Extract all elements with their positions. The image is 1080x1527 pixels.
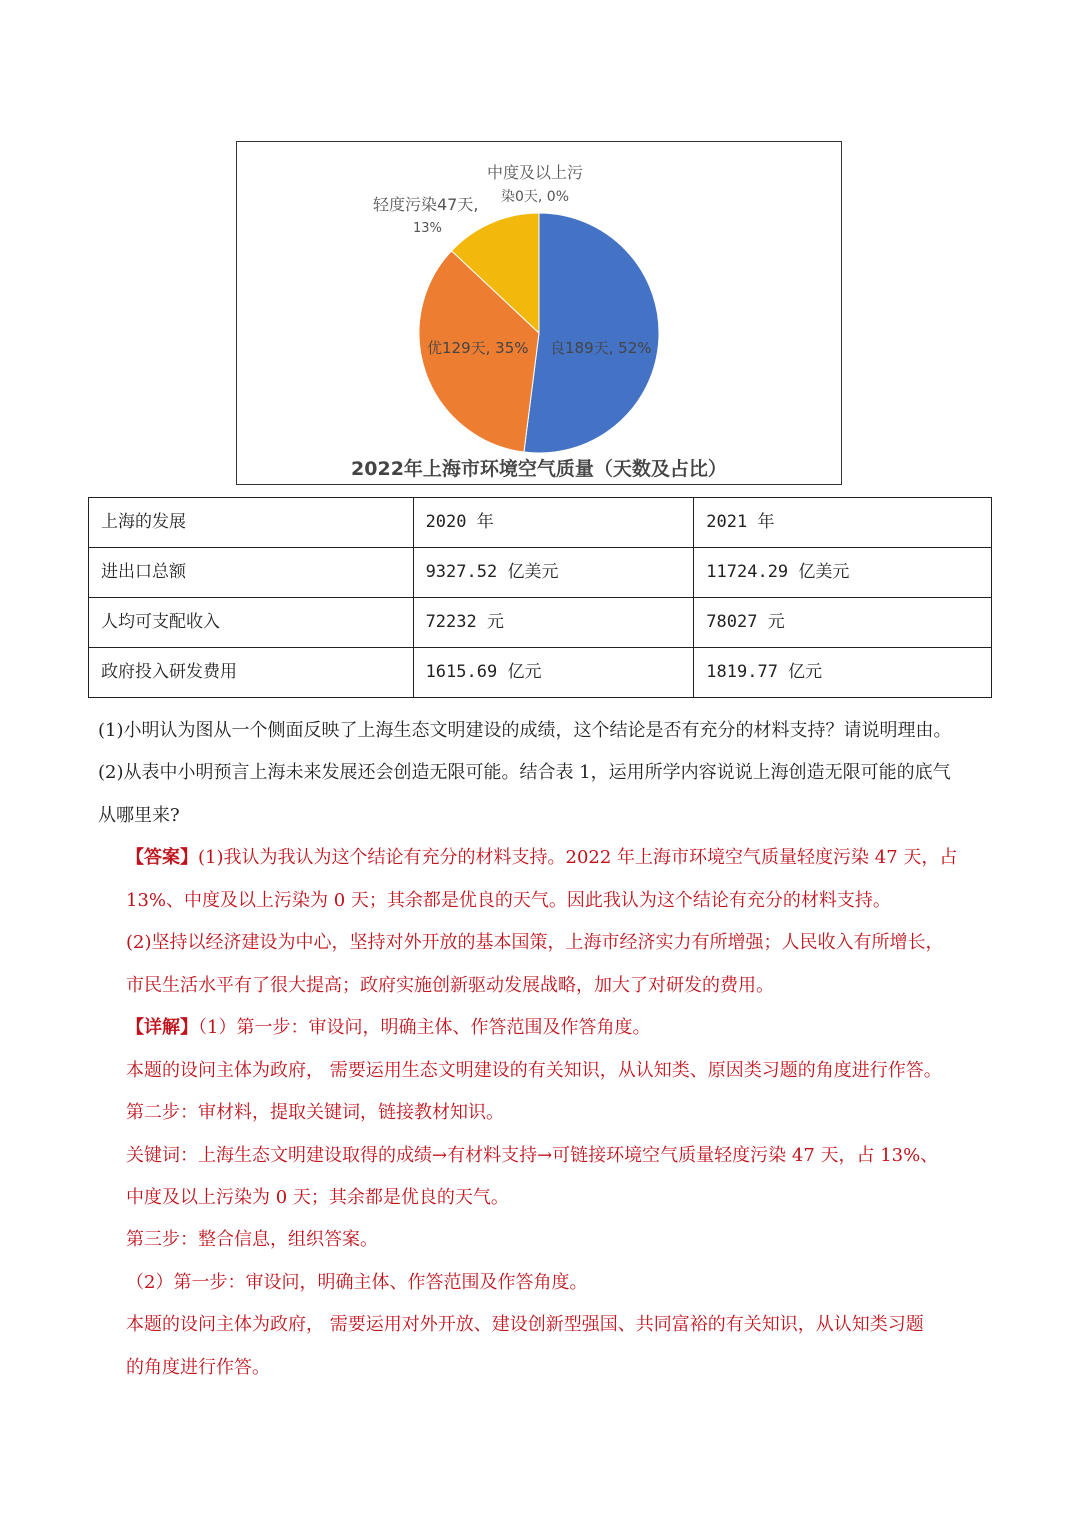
explanation-line-1: [126, 1013, 650, 1039]
table-row: [89, 548, 992, 598]
table-row: [89, 648, 992, 698]
explanation-line-5: 中度及以上污染为 0 天；其余都是优良的天气。: [126, 1187, 509, 1208]
explanation-step-1: （1）第一步：审设问，明确主体、作答范围及作答角度。: [198, 1017, 651, 1038]
table-cell: 人均可支配收入: [89, 598, 414, 648]
table-cell: 1615.69 亿元: [413, 648, 694, 698]
answer-2-line-2: 市民生活水平有了很大提高；政府实施创新驱动发展战略，加大了对研发的费用。: [126, 975, 774, 996]
table-cell: 2021 年: [694, 498, 992, 548]
pie-chart: [236, 141, 842, 485]
question-2-line-2: 从哪里来?: [98, 805, 180, 826]
explanation-tag: 【详解】: [126, 1017, 198, 1038]
table-cell: 9327.52 亿美元: [413, 548, 694, 598]
answer-1-line-1: [126, 843, 957, 869]
explanation-line-4: 关键词：上海生态文明建设取得的成绩→有材料支持→可链接环境空气质量轻度污染 47 天，占 13%、: [126, 1145, 939, 1166]
table-cell: 2020 年: [413, 498, 694, 548]
explanation-line-9: 的角度进行作答。: [126, 1357, 270, 1378]
table-cell: 72232 元: [413, 598, 694, 648]
label-moderate-1: 中度及以上污: [487, 163, 584, 182]
label-light-pollution-2: 13%: [413, 221, 442, 236]
answer-1-text: (1)我认为我认为这个结论有充分的材料支持。2022 年上海市环境空气质量轻度污染 47 天，占: [198, 847, 958, 868]
answer-2-line-1: (2)坚持以经济建设为中心，坚持对外开放的基本国策，上海市经济实力有所增强；人民收入有所增长，: [126, 932, 944, 953]
question-1: (1)小明认为图从一个侧面反映了上海生态文明建设的成绩，这个结论是否有充分的材料支持？请说明理由。: [98, 720, 952, 741]
explanation-line-3: 第二步：审材料，提取关键词，链接教材知识。: [126, 1102, 504, 1123]
explanation-line-8: 本题的设问主体为政府， 需要运用对外开放、建设创新型强国、共同富裕的有关知识，从认知类习题: [126, 1314, 924, 1335]
label-good: 良189天, 52%: [550, 339, 652, 357]
explanation-line-6: 第三步：整合信息，组织答案。: [126, 1229, 378, 1250]
table-cell: 1819.77 亿元: [694, 648, 992, 698]
explanation-line-2: 本题的设问主体为政府， 需要运用生态文明建设的有关知识，从认知类、原因类习题的角度进行作答。: [126, 1060, 942, 1081]
table-row: [89, 598, 992, 648]
development-table: [88, 497, 992, 698]
table-cell: 78027 元: [694, 598, 992, 648]
label-excellent: 优129天, 35%: [427, 339, 529, 357]
table-cell: 11724.29 亿美元: [694, 548, 992, 598]
pie-slice-good: [524, 213, 659, 453]
label-light-pollution-1: 轻度污染47天,: [373, 195, 479, 214]
table-cell: 上海的发展: [89, 498, 414, 548]
answer-1-line-2: 13%、中度及以上污染为 0 天；其余都是优良的天气。因此我认为这个结论有充分的材料支持。: [126, 890, 891, 911]
table-cell: 进出口总额: [89, 548, 414, 598]
question-2-line-1: (2)从表中小明预言上海未来发展还会创造无限可能。结合表 1，运用所学内容说说上海创造无限可能的底气: [98, 762, 951, 783]
table-cell: 政府投入研发费用: [89, 648, 414, 698]
explanation-line-7: （2）第一步：审设问，明确主体、作答范围及作答角度。: [126, 1272, 588, 1293]
chart-title: 2022年上海市环境空气质量（天数及占比）: [351, 458, 727, 480]
answer-tag: 【答案】: [126, 847, 198, 868]
label-moderate-2: 染0天, 0%: [501, 189, 570, 205]
table-row: [89, 498, 992, 548]
